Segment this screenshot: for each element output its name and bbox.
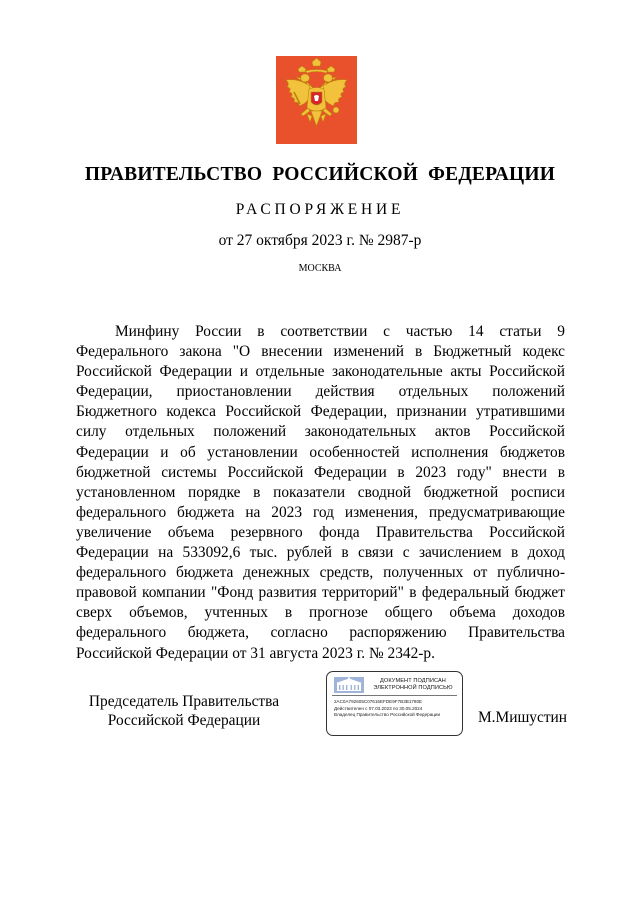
stamp-heading-line2: ЭЛЕКТРОННОЙ ПОДПИСЬЮ xyxy=(373,685,453,691)
document-city: МОСКВА xyxy=(298,263,342,274)
coat-of-arms xyxy=(276,56,357,144)
stamp-heading xyxy=(367,678,459,692)
electronic-signature-stamp xyxy=(326,671,463,736)
signer-title xyxy=(79,692,289,730)
government-title: ПРАВИТЕЛЬСТВО РОССИЙСКОЙ ФЕДЕРАЦИИ xyxy=(84,164,556,185)
document-body xyxy=(76,322,565,664)
body-paragraph: Минфину России в соответствии с частью 14 статьи 9 Федерального закона "О внесении изменений в Бюджетный кодекс Российской Федерации и отдельные законодательные акты Российской Федерации, приостановлении действия отдельных положений Бюджетного кодекса Российской Федерации, признании утратившими силу отдельных положений законодательных актов Российской Федерации и об установлении особенностей исполнения бюджетов бюджетной системы Российской Федерации в 2023 году" внести в установленном порядке в показатели сводной бюджетной росписи федерального бюджета на 2023 год изменения, предусматривающие увеличение объема резервного фонда Правительства Российской Федерации на 533092,6 тыс. рублей в связи с зачислением в доход федерального бюджета денежных средств, полученных от публично-правовой компании "Фонд развития территорий" в федеральный бюджет сверх объемов, учтенных в прогнозе общего объема доходов федерального бюджета, согласно распоряжению Правительства Российской Федерации от 31 августа 2023 г. № 2342-р. xyxy=(76,323,565,662)
signer-title-line2: Российской Федерации xyxy=(107,712,261,729)
signer-title-line1: Председатель Правительства xyxy=(88,693,280,710)
document-date-number: от 27 октября 2023 г. № 2987-р xyxy=(218,232,422,249)
stamp-divider xyxy=(332,695,457,696)
building-icon xyxy=(334,677,364,693)
stamp-certificate: 2AC0A792605C07616EFDE9F7B3B1780E xyxy=(334,699,423,704)
double-headed-eagle-icon xyxy=(276,56,357,144)
stamp-owner: Владелец Правительство Российской Федерации xyxy=(334,712,441,717)
stamp-validity: Действителен с 07.03.2023 по 30.05.2024 xyxy=(334,706,423,711)
stamp-heading-line1: ДОКУМЕНТ ПОДПИСАН xyxy=(380,678,446,684)
document-type: РАСПОРЯЖЕНИЕ xyxy=(235,201,405,218)
signer-name: М.Мишустин xyxy=(478,709,568,726)
